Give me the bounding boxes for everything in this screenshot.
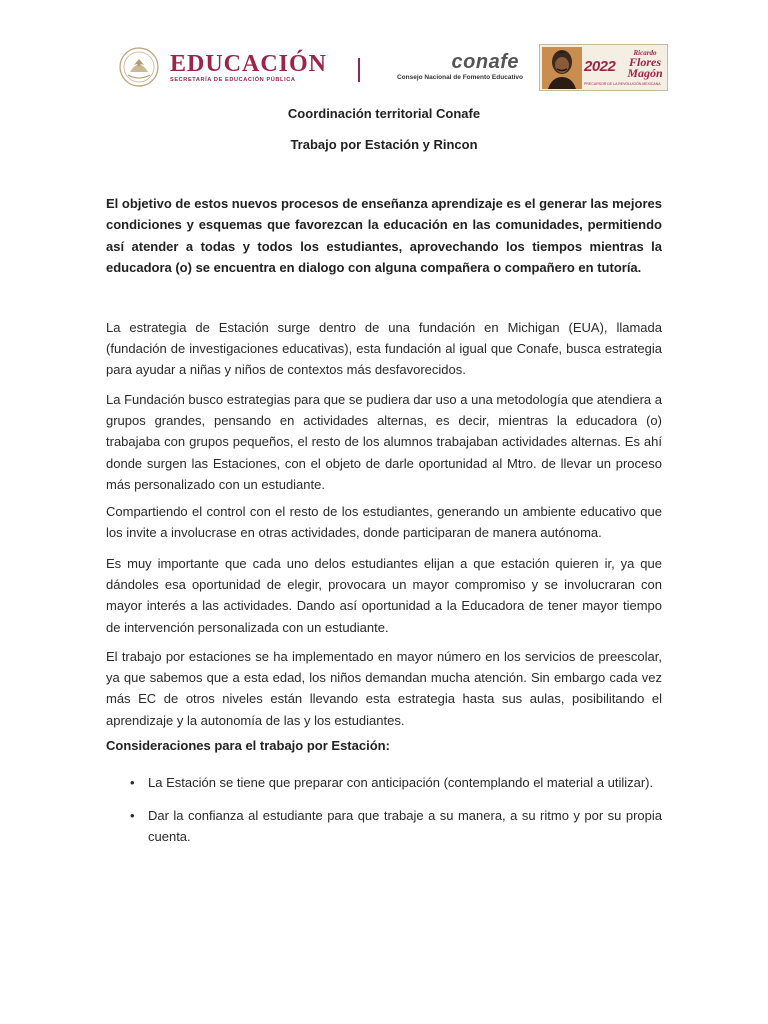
conafe-logo (383, 52, 523, 81)
anio-year: 2022 (584, 58, 616, 75)
conafe-subtitle: Consejo Nacional de Fomento Educativo (396, 74, 523, 81)
body-paragraph-4: Es muy importante que cada uno delos estudiantes elijan a que estación quieren ir, ya que dándoles esa oportunidad de elegir, provocara un mayor compromiso y se involucraran con mayor interés a las actividades. Dando así oportunidad a la Educadora de tener mayor tiempo de intervención personalizada con un estudiante. (106, 556, 662, 635)
anio-name-third: Magón (627, 66, 663, 80)
body-paragraph-1: La estrategia de Estación surge dentro de una fundación en Michigan (EUA), llamada (fundación de investigaciones educativas), esta fundación al igual que Conafe, busca estrategia para ayudar a niñas y niños de contextos más desfavorecidos. (106, 320, 662, 378)
sep-wordmark (170, 52, 327, 83)
anio-name (624, 50, 666, 79)
conafe-wordmark: conafe (451, 51, 519, 73)
list-item-text: La Estación se tiene que preparar con anticipación (contemplando el material a utilizar). (148, 775, 654, 790)
body-paragraph-3: Compartiendo el control con el resto de los estudiantes, generando un ambiente educativo que los invite a involucrase en otras actividades, donde participaran de manera autónoma. (106, 504, 662, 541)
anio-ricardo-flores-magon-logo (539, 44, 668, 91)
list-item (106, 772, 662, 793)
sep-subtitle: SECRETARÍA DE EDUCACIÓN PÚBLICA (170, 77, 296, 83)
body-paragraph-2: La Fundación busco estrategias para que se pudiera dar uso a una metodología que atendiera a grupos grandes, pensando en actividades alternas, es decir, mientras la educadora (o) trabajaba con grupos pequeños, el resto de los alumnos trabajaban actividades alternas. Es ahí donde surgen las Estaciones, con el objeto de darle oportunidad al Mtro. de llevar un proceso más personalizado con un estudiante. (106, 392, 662, 492)
intro-paragraph: El objetivo de estos nuevos procesos de enseñanza aprendizaje es el generar las mejores condiciones y esquemas que favorezcan la educación en las comunidades, permitiendo así atender a todas y todos los estudiantes, aprovechando los tiempos mientras la educadora (o) se encuentra en dialogo con alguna compañera o compañero en tutoría. (106, 196, 662, 275)
body-paragraph-5: El trabajo por estaciones se ha implementado en mayor número en los servicios de preescolar, ya que sabemos que a esta edad, los niños demandan mucha atención. Sin embargo cada vez más EC de otros niveles están llevando esta estrategia hasta sus aulas, posibilitando el aprendizaje y la autonomía de las y los estudiantes. (106, 649, 662, 728)
considerations-heading: Consideraciones para el trabajo por Estación: (106, 738, 390, 753)
anio-name-second: Flores (628, 55, 661, 69)
anio-name-first: Ricardo (633, 49, 657, 57)
portrait-icon (542, 47, 582, 89)
bullet-icon: • (130, 808, 135, 824)
list-item-text: Dar la confianza al estudiante para que trabaje a su manera, a su ritmo y por su propia cuenta. (148, 808, 662, 845)
bullet-icon: • (130, 775, 135, 790)
sep-seal-logo (110, 45, 168, 89)
considerations-list (106, 772, 662, 860)
sep-title: EDUCACIÓN (170, 51, 328, 77)
list-item (106, 805, 662, 847)
document-title: Coordinación territorial Conafe (287, 106, 481, 121)
header-divider (358, 58, 360, 82)
anio-tagline: PRECURSOR DE LA REVOLUCIÓN MEXICANA (584, 82, 661, 86)
document-subtitle: Trabajo por Estación y Rincon (290, 137, 478, 152)
